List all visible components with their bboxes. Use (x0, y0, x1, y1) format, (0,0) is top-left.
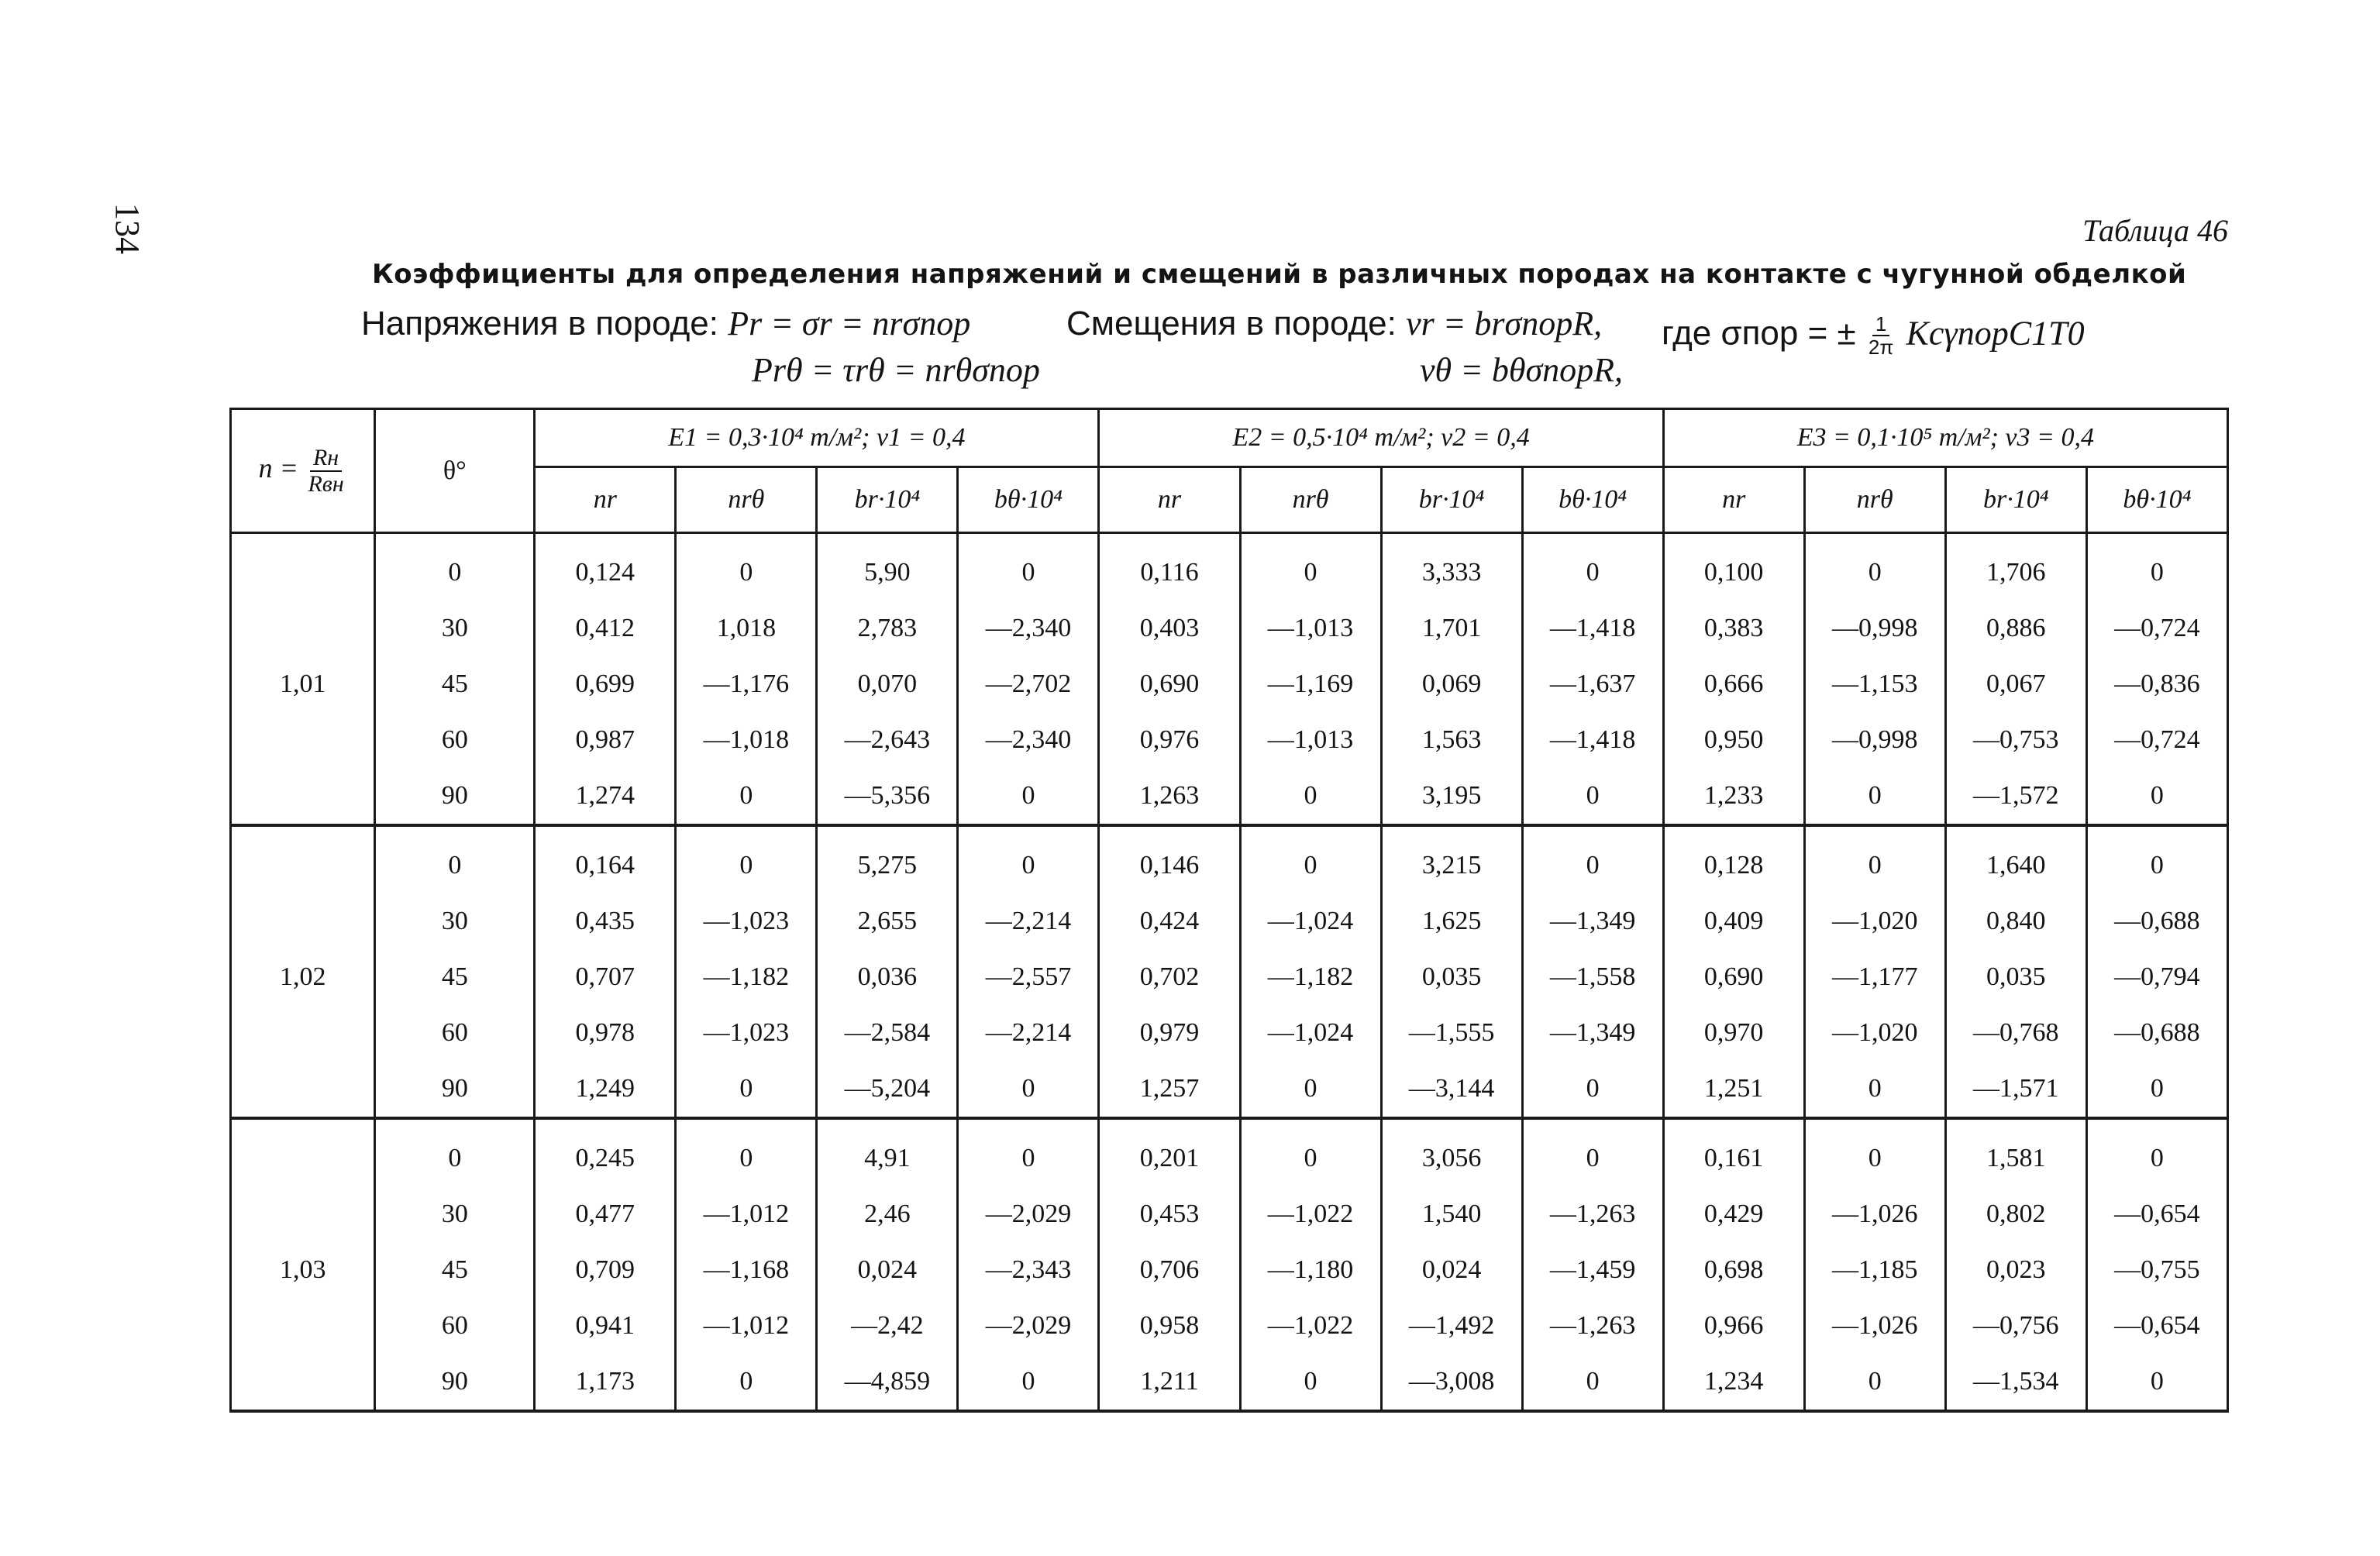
disp-eq-2: vθ = bθσпорR, (1420, 351, 1624, 389)
coefficient-cell: 0,970 (1663, 1005, 1804, 1061)
coefficient-cell: 3,333 (1381, 533, 1522, 601)
table-row (231, 1061, 2228, 1118)
coefficient-cell: 1,581 (1945, 1118, 2086, 1186)
coefficient-cell: 0 (2086, 1061, 2227, 1118)
coefficient-cell: —3,008 (1381, 1354, 1522, 1411)
coefficient-cell: 0 (958, 768, 1099, 825)
coefficient-cell: 1,211 (1099, 1354, 1240, 1411)
disp-eq-1: vr = brσпорR, (1406, 305, 1603, 343)
coefficient-cell: —0,654 (2086, 1298, 2227, 1354)
coefficient-cell: —1,182 (1240, 949, 1381, 1005)
where-rest: KcγпорC1T0 (1906, 314, 2085, 353)
coefficient-cell: 0,435 (535, 893, 676, 949)
page-number: 134 (108, 203, 146, 254)
coefficients-table (229, 408, 2229, 1413)
subheader-2-2: nrθ (1240, 467, 1381, 533)
header-group-e2: E2 = 0,5·10⁴ т/м²; ν2 = 0,4 (1099, 409, 1663, 467)
coefficient-cell: 0 (2086, 768, 2227, 825)
table-row (231, 656, 2228, 712)
coefficient-cell: —2,343 (958, 1242, 1099, 1298)
coefficient-cell: —2,029 (958, 1298, 1099, 1354)
theta-value: 30 (375, 601, 535, 656)
coefficient-cell: —1,153 (1804, 656, 1945, 712)
coefficient-cell: —0,836 (2086, 656, 2227, 712)
coefficient-cell: —1,012 (676, 1186, 817, 1242)
coefficient-cell: 0,035 (1945, 949, 2086, 1005)
coefficient-cell: 0,383 (1663, 601, 1804, 656)
coefficient-cell: 0,802 (1945, 1186, 2086, 1242)
coefficient-cell: 2,783 (817, 601, 958, 656)
coefficient-cell: —1,177 (1804, 949, 1945, 1005)
coefficient-cell: 0,978 (535, 1005, 676, 1061)
coefficient-cell: 0 (1240, 1061, 1381, 1118)
coefficient-cell: —1,180 (1240, 1242, 1381, 1298)
coefficient-cell: 0 (1240, 1354, 1381, 1411)
table-row (231, 1118, 2228, 1186)
theta-value: 60 (375, 1298, 535, 1354)
coefficient-cell: 0,036 (817, 949, 958, 1005)
coefficient-cell: 0 (1240, 768, 1381, 825)
coefficient-cell: —0,753 (1945, 712, 2086, 768)
coefficient-cell: —1,637 (1522, 656, 1663, 712)
coefficient-cell: —1,024 (1240, 893, 1381, 949)
coefficient-cell: 3,195 (1381, 768, 1522, 825)
coefficient-cell: 0,429 (1663, 1186, 1804, 1242)
coefficient-cell: 0,699 (535, 656, 676, 712)
coefficient-cell: 0,146 (1099, 825, 1240, 893)
coefficient-cell: —1,022 (1240, 1298, 1381, 1354)
coefficient-cell: 3,215 (1381, 825, 1522, 893)
theta-value: 45 (375, 1242, 535, 1298)
coefficient-cell: 0,950 (1663, 712, 1804, 768)
coefficient-cell: 0 (676, 1118, 817, 1186)
coefficient-cell: —2,584 (817, 1005, 958, 1061)
coefficient-cell: —2,029 (958, 1186, 1099, 1242)
coefficient-cell: 0,979 (1099, 1005, 1240, 1061)
n-value: 1,03 (231, 1118, 375, 1411)
coefficient-cell: 0 (1804, 768, 1945, 825)
coefficient-cell: —5,204 (817, 1061, 958, 1118)
coefficient-cell: 0 (958, 1118, 1099, 1186)
header-group-e3: E3 = 0,1·10⁵ т/м²; ν3 = 0,4 (1663, 409, 2227, 467)
coefficient-cell: —1,026 (1804, 1186, 1945, 1242)
disp-label: Смещения в породе: (1066, 305, 1397, 343)
coefficient-cell: 0 (1522, 1354, 1663, 1411)
header-n-denominator: Rвн (308, 470, 344, 497)
coefficient-cell: 5,90 (817, 533, 958, 601)
coefficient-cell: 0,976 (1099, 712, 1240, 768)
displacement-formula-2 (1420, 350, 1623, 390)
subheader-2-1: nr (1099, 467, 1240, 533)
theta-value: 60 (375, 1005, 535, 1061)
coefficient-cell: 0 (2086, 1354, 2227, 1411)
coefficient-cell: 0,941 (535, 1298, 676, 1354)
coefficient-cell: 0,035 (1381, 949, 1522, 1005)
coefficient-cell: —1,459 (1522, 1242, 1663, 1298)
subheader-3-4: bθ·10⁴ (2086, 467, 2227, 533)
coefficient-cell: 1,173 (535, 1354, 676, 1411)
table-row (231, 601, 2228, 656)
fraction-denominator: 2π (1868, 336, 1894, 359)
stress-formula-1 (361, 304, 970, 343)
coefficient-cell: 0,702 (1099, 949, 1240, 1005)
coefficient-cell: —1,169 (1240, 656, 1381, 712)
coefficient-cell: —1,023 (676, 893, 817, 949)
coefficient-cell: 0,424 (1099, 893, 1240, 949)
coefficient-cell: 1,249 (535, 1061, 676, 1118)
coefficient-cell: 0,706 (1099, 1242, 1240, 1298)
coefficient-cell: —0,688 (2086, 1005, 2227, 1061)
coefficient-cell: —0,724 (2086, 712, 2227, 768)
coefficient-cell: 0 (1804, 533, 1945, 601)
coefficient-cell: 0 (2086, 825, 2227, 893)
coefficient-cell: 1,018 (676, 601, 817, 656)
theta-value: 0 (375, 825, 535, 893)
coefficient-cell: —1,185 (1804, 1242, 1945, 1298)
header-n-numerator: Rн (310, 446, 342, 472)
coefficient-cell: —0,756 (1945, 1298, 2086, 1354)
coefficient-cell: —2,702 (958, 656, 1099, 712)
table-row (231, 949, 2228, 1005)
coefficient-cell: —1,555 (1381, 1005, 1522, 1061)
coefficient-cell: 0 (1522, 825, 1663, 893)
coefficient-cell: 1,563 (1381, 712, 1522, 768)
coefficient-cell: 1,263 (1099, 768, 1240, 825)
coefficient-cell: 0 (958, 533, 1099, 601)
coefficient-cell: —4,859 (817, 1354, 958, 1411)
coefficient-cell: —5,356 (817, 768, 958, 825)
subheader-2-3: br·10⁴ (1381, 467, 1522, 533)
coefficient-cell: —3,144 (1381, 1061, 1522, 1118)
header-theta: θ° (375, 409, 535, 533)
subheader-2-4: bθ·10⁴ (1522, 467, 1663, 533)
n-value: 1,02 (231, 825, 375, 1118)
coefficient-cell: 0,666 (1663, 656, 1804, 712)
coefficient-cell: 0,069 (1381, 656, 1522, 712)
coefficient-cell: 0,453 (1099, 1186, 1240, 1242)
coefficient-cell: 0 (676, 768, 817, 825)
table-row (231, 1005, 2228, 1061)
coefficient-cell: —1,013 (1240, 712, 1381, 768)
theta-value: 0 (375, 533, 535, 601)
coefficient-cell: 0,161 (1663, 1118, 1804, 1186)
coefficient-cell: 0,987 (535, 712, 676, 768)
coefficient-cell: 0 (958, 1061, 1099, 1118)
subheader-1-1: nr (535, 467, 676, 533)
coefficient-cell: 0,023 (1945, 1242, 2086, 1298)
table-row (231, 893, 2228, 949)
coefficient-cell: 0,886 (1945, 601, 2086, 656)
coefficient-cell: 0 (2086, 533, 2227, 601)
coefficient-cell: —1,168 (676, 1242, 817, 1298)
coefficient-cell: —2,214 (958, 893, 1099, 949)
coefficient-cell: —0,768 (1945, 1005, 2086, 1061)
coefficient-cell: 0,024 (817, 1242, 958, 1298)
theta-value: 90 (375, 1061, 535, 1118)
coefficient-cell: —1,263 (1522, 1298, 1663, 1354)
coefficient-cell: 0 (1522, 1118, 1663, 1186)
coefficient-cell: 5,275 (817, 825, 958, 893)
table-row (231, 1298, 2228, 1354)
coefficient-cell: 0,709 (535, 1242, 676, 1298)
coefficient-cell: 0,477 (535, 1186, 676, 1242)
coefficient-cell: —1,024 (1240, 1005, 1381, 1061)
coefficient-cell: —1,026 (1804, 1298, 1945, 1354)
coefficient-cell: 0,707 (535, 949, 676, 1005)
coefficient-cell: 0 (2086, 1118, 2227, 1186)
coefficient-cell: —2,643 (817, 712, 958, 768)
theta-value: 90 (375, 768, 535, 825)
coefficient-cell: 0 (1522, 533, 1663, 601)
coefficient-cell: 0 (1804, 1354, 1945, 1411)
coefficient-cell: 0 (676, 1354, 817, 1411)
coefficient-cell: 0,024 (1381, 1242, 1522, 1298)
coefficient-cell: —1,418 (1522, 712, 1663, 768)
coefficient-cell: 0 (958, 1354, 1099, 1411)
coefficient-cell: 2,655 (817, 893, 958, 949)
coefficient-cell: 0,690 (1099, 656, 1240, 712)
coefficient-cell: 2,46 (817, 1186, 958, 1242)
header-n-fraction (308, 446, 343, 497)
table-row (231, 768, 2228, 825)
coefficient-cell: 0 (1522, 768, 1663, 825)
coefficient-cell: 0,966 (1663, 1298, 1804, 1354)
coefficient-cell: 1,540 (1381, 1186, 1522, 1242)
coefficient-cell: —0,794 (2086, 949, 2227, 1005)
coefficient-cell: 0,403 (1099, 601, 1240, 656)
coefficient-cell: —1,571 (1945, 1061, 2086, 1118)
subheader-1-3: br·10⁴ (817, 467, 958, 533)
sigma-definition (1662, 313, 2085, 358)
theta-value: 30 (375, 1186, 535, 1242)
theta-value: 30 (375, 893, 535, 949)
coefficient-cell: —0,724 (2086, 601, 2227, 656)
coefficient-cell: —1,013 (1240, 601, 1381, 656)
coefficient-cell: 0 (958, 825, 1099, 893)
coefficient-cell: 0 (1804, 1118, 1945, 1186)
subheader-3-2: nrθ (1804, 467, 1945, 533)
theta-value: 45 (375, 656, 535, 712)
coefficient-cell: —1,558 (1522, 949, 1663, 1005)
stress-eq-1: Pr = σr = nrσпор (728, 305, 971, 343)
table-title: Коэффициенты для определения напряжений и смещений в различных породах на контакте с чугунной обделкой (372, 259, 2187, 290)
header-group-e1: E1 = 0,3·10⁴ т/м²; ν1 = 0,4 (535, 409, 1099, 467)
coefficient-cell: —1,020 (1804, 893, 1945, 949)
subheader-1-4: bθ·10⁴ (958, 467, 1099, 533)
coefficient-cell: 0 (676, 825, 817, 893)
coefficient-cell: 0,070 (817, 656, 958, 712)
coefficient-cell: —1,020 (1804, 1005, 1945, 1061)
coefficient-cell: 0,958 (1099, 1298, 1240, 1354)
subheader-3-1: nr (1663, 467, 1804, 533)
coefficient-cell: —2,214 (958, 1005, 1099, 1061)
header-n-label: n = (258, 452, 298, 484)
coefficient-cell: 0 (1522, 1061, 1663, 1118)
coefficient-cell: 1,234 (1663, 1354, 1804, 1411)
coefficient-cell: —1,572 (1945, 768, 2086, 825)
coefficient-cell: 3,056 (1381, 1118, 1522, 1186)
table-row (231, 825, 2228, 893)
coefficient-cell: 1,706 (1945, 533, 2086, 601)
theta-value: 60 (375, 712, 535, 768)
coefficient-cell: 0 (676, 1061, 817, 1118)
subheader-1-2: nrθ (676, 467, 817, 533)
coefficient-cell: 0 (676, 533, 817, 601)
coefficient-cell: —2,340 (958, 712, 1099, 768)
header-n (231, 409, 375, 533)
where-label: где σпор = ± (1662, 314, 1856, 353)
table-row (231, 1186, 2228, 1242)
coefficient-cell: 0 (1240, 533, 1381, 601)
displacement-formula-1 (1066, 304, 1602, 343)
coefficient-cell: —0,998 (1804, 601, 1945, 656)
coefficient-cell: —2,42 (817, 1298, 958, 1354)
subheader-3-3: br·10⁴ (1945, 467, 2086, 533)
coefficient-cell: —1,176 (676, 656, 817, 712)
coefficient-cell: —1,012 (676, 1298, 817, 1354)
coefficient-cell: 0,690 (1663, 949, 1804, 1005)
table-row (231, 1242, 2228, 1298)
stress-eq-2: Prθ = τrθ = nrθσпор (752, 351, 1040, 389)
fraction-numerator: 1 (1872, 313, 1889, 336)
coefficient-cell: 0 (1804, 825, 1945, 893)
theta-value: 0 (375, 1118, 535, 1186)
coefficient-cell: 4,91 (817, 1118, 958, 1186)
coefficient-cell: 1,640 (1945, 825, 2086, 893)
coefficient-cell: 0,201 (1099, 1118, 1240, 1186)
coefficient-cell: —1,182 (676, 949, 817, 1005)
coefficient-cell: 1,625 (1381, 893, 1522, 949)
coefficient-cell: —2,557 (958, 949, 1099, 1005)
coefficient-cell: 0,245 (535, 1118, 676, 1186)
table-row (231, 1354, 2228, 1411)
coefficient-cell: 0,164 (535, 825, 676, 893)
coefficient-cell: 0,698 (1663, 1242, 1804, 1298)
table-row (231, 533, 2228, 601)
coefficient-cell: 0,409 (1663, 893, 1804, 949)
fraction (1869, 313, 1893, 358)
coefficient-cell: 0,124 (535, 533, 676, 601)
coefficient-cell: 0,128 (1663, 825, 1804, 893)
coefficient-cell: —1,534 (1945, 1354, 2086, 1411)
coefficient-cell: 0,412 (535, 601, 676, 656)
coefficient-cell: —1,492 (1381, 1298, 1522, 1354)
coefficient-cell: —1,018 (676, 712, 817, 768)
coefficient-cell: 1,233 (1663, 768, 1804, 825)
n-value: 1,01 (231, 533, 375, 826)
coefficient-cell: 0,067 (1945, 656, 2086, 712)
coefficient-cell: —0,654 (2086, 1186, 2227, 1242)
coefficient-cell: —1,263 (1522, 1186, 1663, 1242)
theta-value: 45 (375, 949, 535, 1005)
coefficient-cell: —0,755 (2086, 1242, 2227, 1298)
table-row (231, 712, 2228, 768)
stress-formula-2 (752, 350, 1040, 390)
coefficient-cell: —1,022 (1240, 1186, 1381, 1242)
table-label: Таблица 46 (2082, 213, 2228, 248)
coefficient-cell: 1,274 (535, 768, 676, 825)
coefficient-cell: 1,701 (1381, 601, 1522, 656)
coefficient-cell: —1,023 (676, 1005, 817, 1061)
stress-label: Напряжения в породе: (361, 305, 718, 343)
coefficient-cell: 0 (1240, 1118, 1381, 1186)
coefficient-cell: 1,257 (1099, 1061, 1240, 1118)
coefficient-cell: —1,418 (1522, 601, 1663, 656)
coefficient-cell: —1,349 (1522, 893, 1663, 949)
coefficient-cell: 0,116 (1099, 533, 1240, 601)
coefficient-cell: —2,340 (958, 601, 1099, 656)
coefficient-cell: 0,100 (1663, 533, 1804, 601)
coefficient-cell: —0,688 (2086, 893, 2227, 949)
coefficient-cell: 0,840 (1945, 893, 2086, 949)
coefficient-cell: 0 (1804, 1061, 1945, 1118)
coefficient-cell: —0,998 (1804, 712, 1945, 768)
theta-value: 90 (375, 1354, 535, 1411)
coefficient-cell: —1,349 (1522, 1005, 1663, 1061)
coefficient-cell: 0 (1240, 825, 1381, 893)
coefficient-cell: 1,251 (1663, 1061, 1804, 1118)
